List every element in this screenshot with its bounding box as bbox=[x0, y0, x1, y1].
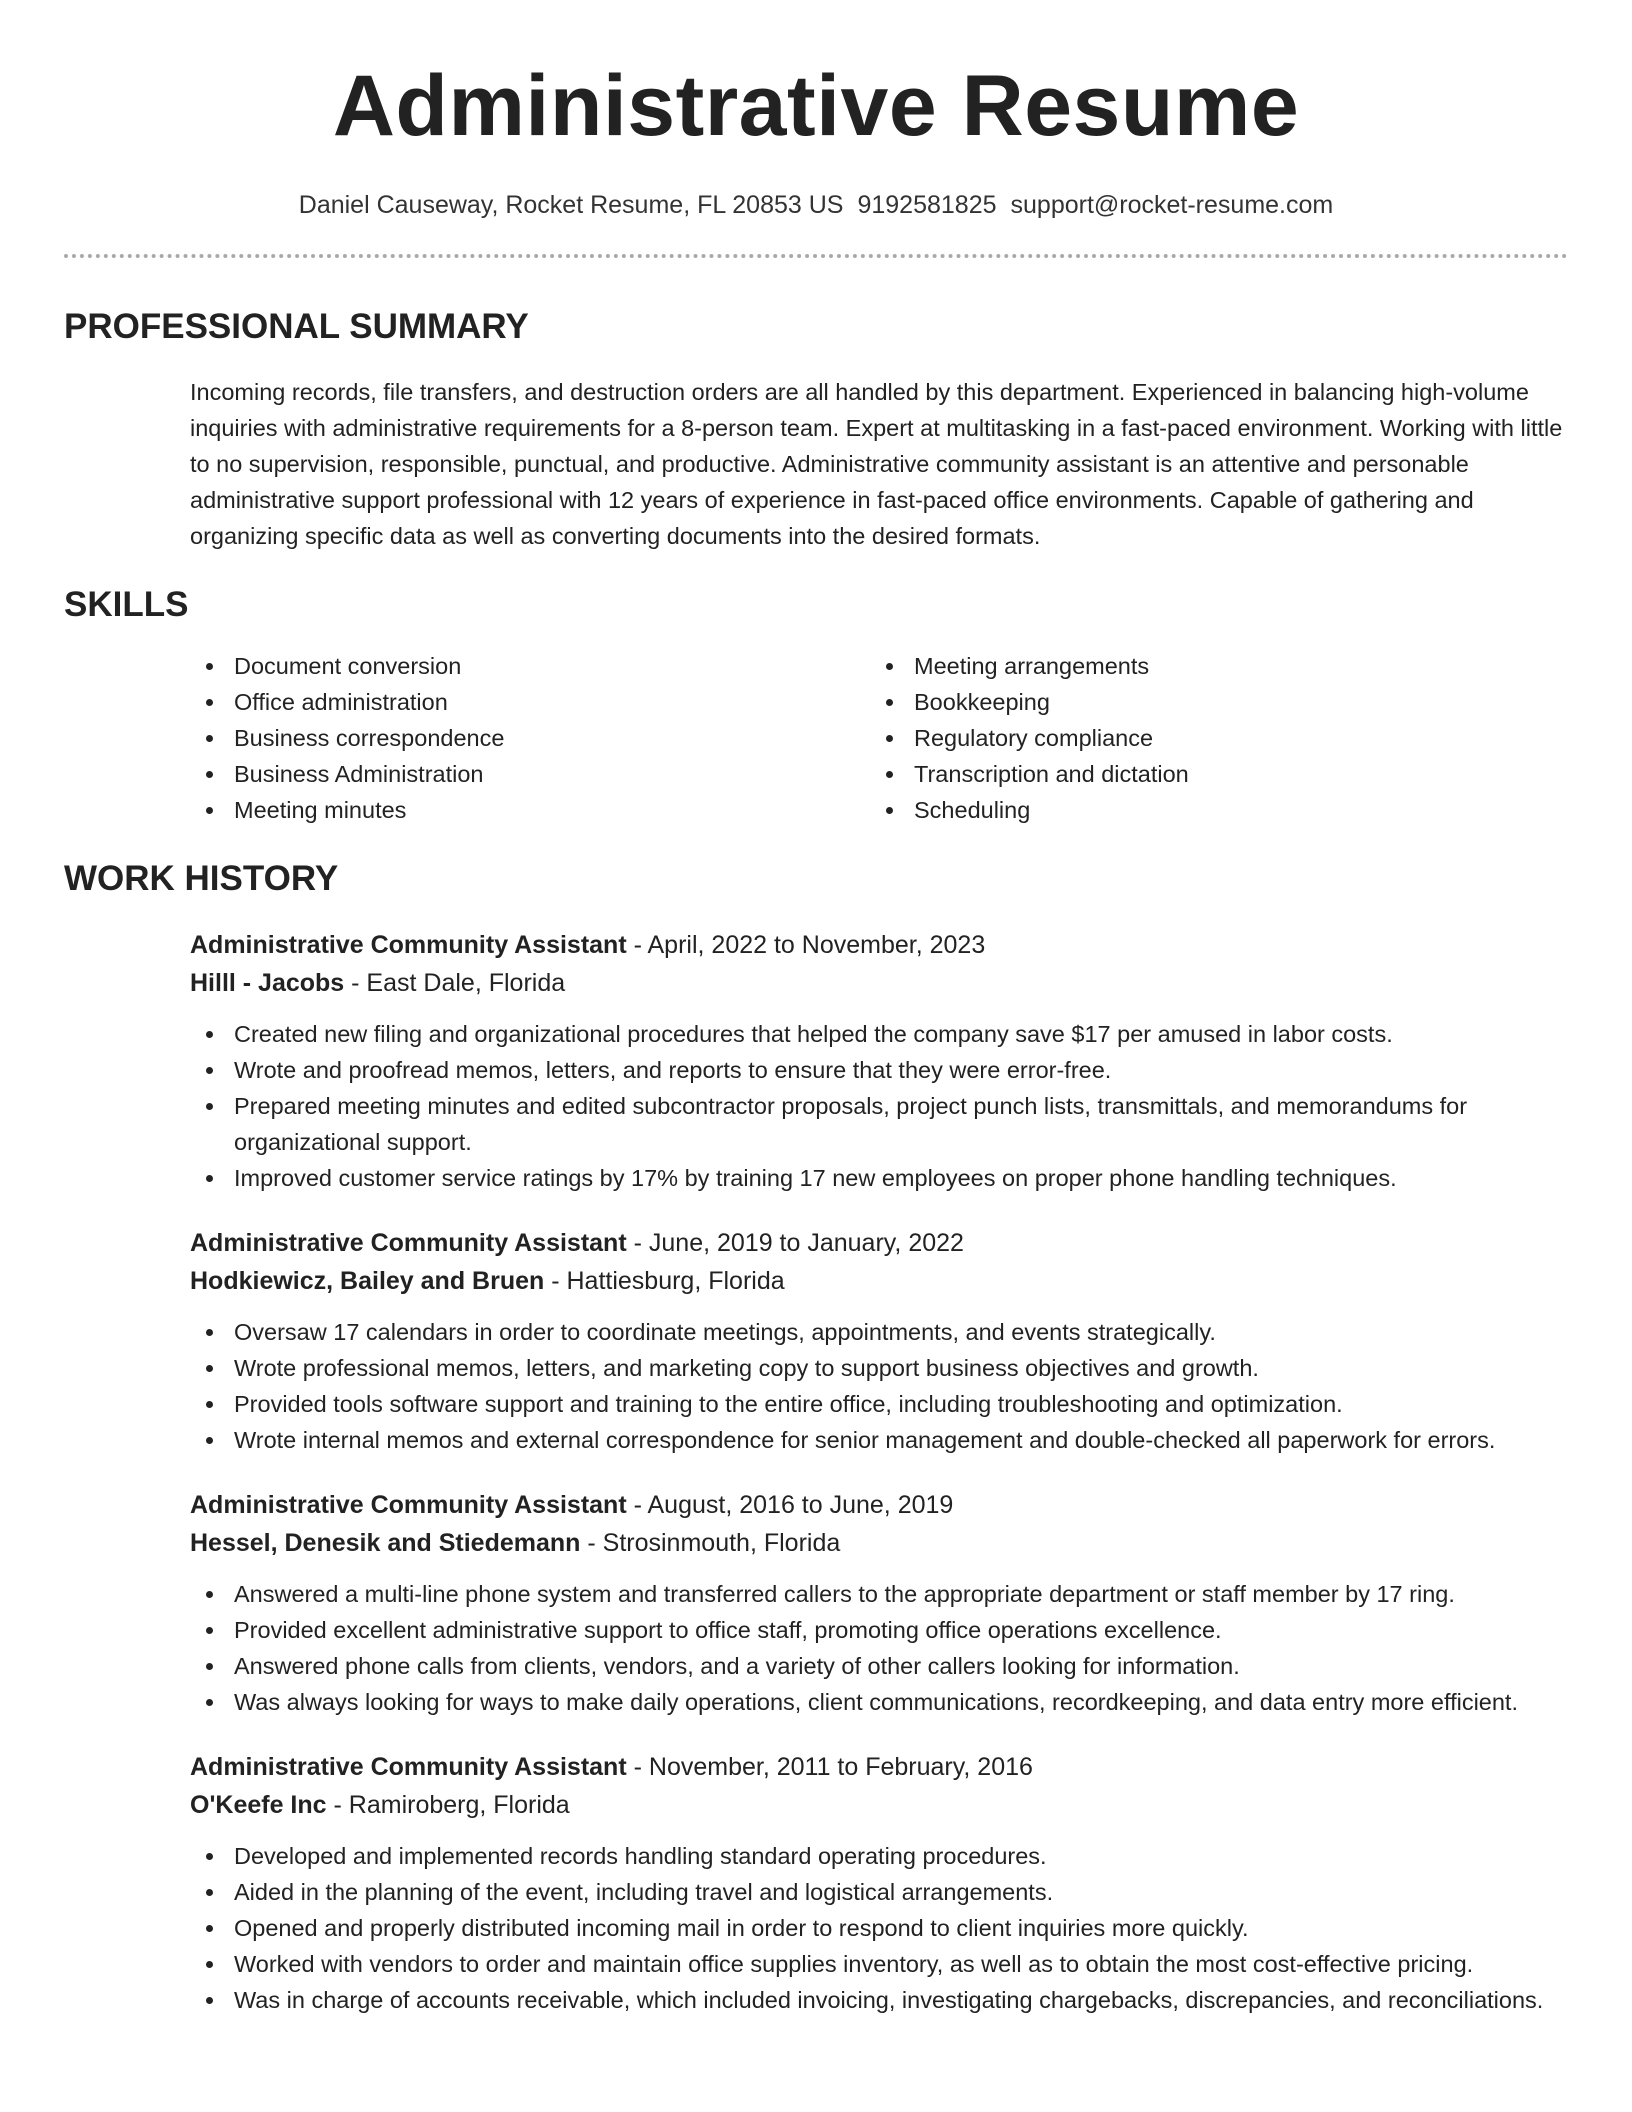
contact-email: support@rocket-resume.com bbox=[1010, 191, 1334, 219]
job-title: Administrative Community Assistant bbox=[190, 1753, 627, 1781]
work-history-heading: WORK HISTORY bbox=[64, 859, 339, 898]
skill-item: Meeting minutes bbox=[190, 792, 870, 828]
job-title: Administrative Community Assistant bbox=[190, 1229, 627, 1257]
skills-column-left bbox=[190, 648, 870, 828]
job-title: Administrative Community Assistant bbox=[190, 931, 627, 959]
skill-item: Regulatory compliance bbox=[870, 720, 1550, 756]
skill-item: Business Administration bbox=[190, 756, 870, 792]
job-bullet: Developed and implemented records handling standard operating procedures. bbox=[190, 1838, 1568, 1874]
skill-item: Scheduling bbox=[870, 792, 1550, 828]
job-company: O'Keefe Inc bbox=[190, 1791, 327, 1819]
job-title-line bbox=[190, 1486, 1568, 1524]
job-bullet: Oversaw 17 calendars in order to coordinate meetings, appointments, and events strategically. bbox=[190, 1314, 1568, 1350]
job-dates: - April, 2022 to November, 2023 bbox=[626, 931, 986, 959]
job-location: - Strosinmouth, Florida bbox=[580, 1529, 841, 1557]
contact-line bbox=[64, 190, 1568, 220]
skill-item: Document conversion bbox=[190, 648, 870, 684]
job-bullet: Provided tools software support and training to the entire office, including troubleshooting and optimization. bbox=[190, 1386, 1568, 1422]
job-bullets bbox=[190, 1016, 1568, 1196]
resume-title: Administrative Resume bbox=[332, 58, 1300, 154]
skill-item: Office administration bbox=[190, 684, 870, 720]
job-company: Hilll - Jacobs bbox=[190, 969, 345, 997]
job-bullet: Provided excellent administrative support to office staff, promoting office operations excellence. bbox=[190, 1612, 1568, 1648]
skill-item: Bookkeeping bbox=[870, 684, 1550, 720]
job-title-line bbox=[190, 1224, 1568, 1262]
contact-phone: 9192581825 bbox=[857, 191, 997, 219]
job-title-line bbox=[190, 1748, 1568, 1786]
header-divider bbox=[64, 254, 1568, 258]
job-company-line bbox=[190, 1524, 1568, 1562]
job-entry bbox=[190, 1486, 1568, 1720]
skills-heading: SKILLS bbox=[64, 585, 189, 624]
job-entry bbox=[190, 1224, 1568, 1458]
job-bullet: Was in charge of accounts receivable, which included invoicing, investigating chargebacks, discrepancies, and reconciliations. bbox=[190, 1982, 1568, 2018]
job-bullet: Worked with vendors to order and maintain office supplies inventory, as well as to obtain the most cost-effective pricing. bbox=[190, 1946, 1568, 1982]
skills-column-right bbox=[870, 648, 1550, 828]
job-dates: - June, 2019 to January, 2022 bbox=[626, 1229, 964, 1257]
job-bullet: Wrote internal memos and external correspondence for senior management and double-checked all paperwork for errors. bbox=[190, 1422, 1568, 1458]
job-entry bbox=[190, 926, 1568, 1196]
job-bullet: Wrote professional memos, letters, and marketing copy to support business objectives and growth. bbox=[190, 1350, 1568, 1386]
job-bullets bbox=[190, 1838, 1568, 2018]
skill-item: Transcription and dictation bbox=[870, 756, 1550, 792]
job-company: Hodkiewicz, Bailey and Bruen bbox=[190, 1267, 545, 1295]
job-bullet: Created new filing and organizational procedures that helped the company save $17 per amused in labor costs. bbox=[190, 1016, 1568, 1052]
contact-address: Daniel Causeway, Rocket Resume, FL 20853 US bbox=[298, 191, 844, 219]
skills-list bbox=[190, 648, 1568, 828]
job-location: - East Dale, Florida bbox=[344, 969, 566, 997]
job-company: Hessel, Denesik and Stiedemann bbox=[190, 1529, 581, 1557]
job-entry bbox=[190, 1748, 1568, 2018]
job-location: - Hattiesburg, Florida bbox=[544, 1267, 785, 1295]
job-company-line bbox=[190, 1262, 1568, 1300]
summary-heading: PROFESSIONAL SUMMARY bbox=[64, 307, 529, 346]
job-bullet: Answered a multi-line phone system and transferred callers to the appropriate department or staff member by 17 ring. bbox=[190, 1576, 1568, 1612]
job-location: - Ramiroberg, Florida bbox=[326, 1791, 570, 1819]
job-bullet: Improved customer service ratings by 17% by training 17 new employees on proper phone handling techniques. bbox=[190, 1160, 1568, 1196]
job-dates: - August, 2016 to June, 2019 bbox=[626, 1491, 954, 1519]
skill-item: Business correspondence bbox=[190, 720, 870, 756]
job-title: Administrative Community Assistant bbox=[190, 1491, 627, 1519]
summary-text: Incoming records, file transfers, and destruction orders are all handled by this department. Experienced in balancing high-volume inquiries with administrative requirements for a 8-person team. Expert at multitasking in a fast-paced environment. Working with little to no supervision, responsible, punctual, and productive. Administrative community assistant is an attentive and personable administrative support professional with 12 years of experience in fast-paced office environments. Capable of gathering and organizing specific data as well as converting documents into the desired formats. bbox=[190, 379, 1563, 549]
job-title-line bbox=[190, 926, 1568, 964]
job-company-line bbox=[190, 964, 1568, 1002]
job-bullet: Opened and properly distributed incoming mail in order to respond to client inquiries more quickly. bbox=[190, 1910, 1568, 1946]
job-bullet: Wrote and proofread memos, letters, and reports to ensure that they were error-free. bbox=[190, 1052, 1568, 1088]
skill-item: Meeting arrangements bbox=[870, 648, 1550, 684]
job-dates: - November, 2011 to February, 2016 bbox=[626, 1753, 1033, 1781]
job-company-line bbox=[190, 1786, 1568, 1824]
job-bullets bbox=[190, 1314, 1568, 1458]
job-bullets bbox=[190, 1576, 1568, 1720]
job-bullet: Prepared meeting minutes and edited subcontractor proposals, project punch lists, transmittals, and memorandums for organizational support. bbox=[190, 1088, 1568, 1160]
job-bullet: Was always looking for ways to make daily operations, client communications, recordkeeping, and data entry more efficient. bbox=[190, 1684, 1568, 1720]
work-history-list bbox=[190, 926, 1568, 2018]
job-bullet: Aided in the planning of the event, including travel and logistical arrangements. bbox=[190, 1874, 1568, 1910]
job-bullet: Answered phone calls from clients, vendors, and a variety of other callers looking for information. bbox=[190, 1648, 1568, 1684]
